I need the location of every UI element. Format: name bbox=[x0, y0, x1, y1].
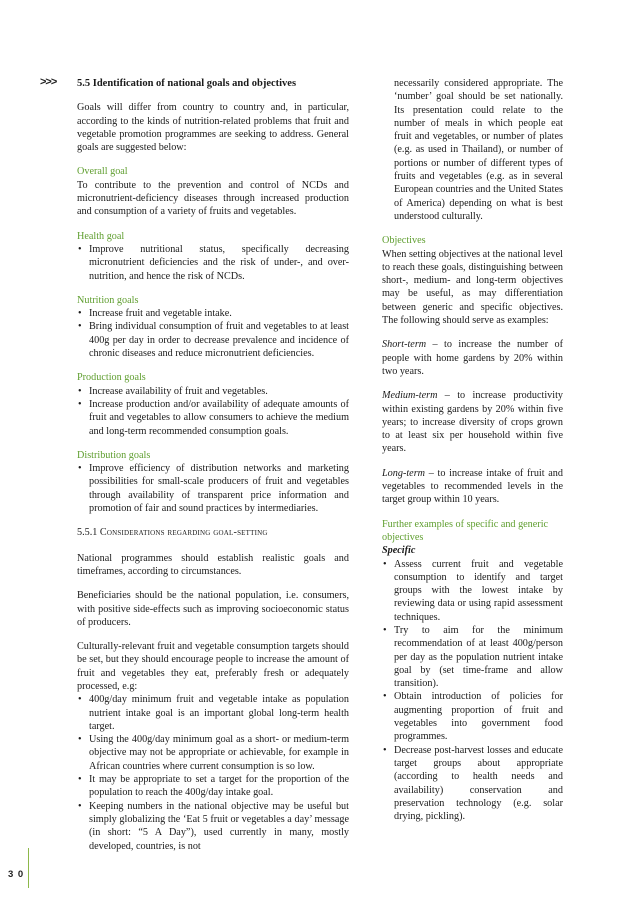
consideration-list bbox=[77, 693, 349, 853]
short-term-paragraph bbox=[382, 338, 563, 378]
list-item: • Obtain introduction of policies for augmenting proportion of fruit and vegetables into government food programmes. bbox=[382, 690, 563, 743]
paragraph: Beneficiaries should be the national population, i.e. consumers, with positive side-effects such as improving socioeconomic status of producers. bbox=[77, 590, 349, 628]
paragraph: Culturally-relevant fruit and vegetable consumption targets should be set, but they should encourage people to increase the amount of fruit and vegetables they eat, preferably fresh or adequately processed, e.g: bbox=[77, 641, 349, 692]
list-item: • Keeping numbers in the national objective may be useful but simply globalizing the ‘Eat 5 fruit or vegetables a day’ message (in short: “5 A Day”), used currently in many, mostly developed, countries, is not bbox=[77, 800, 349, 853]
list-item: • Assess current fruit and vegetable consumption to identify and target groups with the lowest intake by reviewing data or using rapid assessment techniques. bbox=[382, 558, 563, 624]
long-term-label: Long-term bbox=[382, 467, 426, 479]
health-goal-list bbox=[77, 243, 349, 283]
section-title: 5.5 Identification of national goals and objectives bbox=[77, 78, 297, 89]
list-item: • Improve nutritional status, specifically decreasing micronutrient deficiencies and the risk of under-, and over-nutrition, and hence the risk of NCDs. bbox=[77, 243, 349, 283]
overall-goal-block bbox=[77, 165, 349, 218]
distribution-goals-list bbox=[77, 462, 349, 515]
overall-goal-text: To contribute to the prevention and control of NCDs and micronutrient-deficiency diseases through increased production and consumption of a variety of fruits and vegetables. bbox=[77, 179, 349, 218]
list-item: • Bring individual consumption of fruit and vegetables to at least 400g per day in order to decrease prevalence and incidence of chronic diseases and reduce micronutrient deficiencies. bbox=[77, 320, 349, 360]
overall-goal-heading: Overall goal bbox=[77, 166, 128, 178]
specific-label: Specific bbox=[382, 545, 416, 557]
list-item: • 400g/day minimum fruit and vegetable intake as population nutrient intake goal is an important global long-term health target. bbox=[77, 693, 349, 733]
margin-rule bbox=[28, 848, 29, 888]
nutrition-goals-list bbox=[77, 307, 349, 360]
list-item: • Using the 400g/day minimum goal as a short- or medium-term objective may not be appropriate or achievable, for example in African countries where current consumption is so low. bbox=[77, 733, 349, 773]
subsection-label: Considerations regarding goal-setting bbox=[99, 527, 268, 539]
subsection-title bbox=[77, 526, 349, 539]
short-term-text: – to increase the number of people with home gardens by 20% within two years. bbox=[382, 339, 563, 377]
left-column bbox=[77, 77, 349, 864]
list-item: • Decrease post-harvest losses and educate target groups about appropriate (according to health needs and availability) conservation and preservation technology (e.g. solar drying, pickling). bbox=[382, 744, 563, 824]
specific-objectives-list bbox=[382, 558, 563, 824]
nutrition-goals-heading: Nutrition goals bbox=[77, 294, 139, 306]
distribution-goals-heading: Distribution goals bbox=[77, 449, 151, 461]
health-goal-heading: Health goal bbox=[77, 230, 125, 242]
intro-paragraph: Goals will differ from country to country and, in particular, according to the kinds of nutrition-related problems that fruit and vegetable promotion programmes are seeking to address. General goals are suggested below: bbox=[77, 102, 349, 154]
list-item: • Increase availability of fruit and vegetables. bbox=[77, 385, 349, 398]
medium-term-text: – to increase productivity within existing gardens by 20% within five years; to increase diversity of crops grown to at least six per household within five years. bbox=[382, 390, 563, 455]
production-goals-list bbox=[77, 385, 349, 438]
page-number: 3 0 bbox=[8, 869, 25, 880]
list-item: • Improve efficiency of distribution networks and marketing possibilities for small-scale producers of fruit and vegetables through availability of transparent price information and promotion of fair and sound practices by intermediaries. bbox=[77, 462, 349, 515]
chevron-marker-icon: >>> bbox=[40, 76, 57, 88]
further-examples-heading: Further examples of specific and generic objectives bbox=[382, 518, 549, 543]
continuation-paragraph: necessarily considered appropriate. The ‘number’ goal should be set nationally. Its presentation could relate to the number of meals in which people eat fruit and vegetables, or number of plates (e.g. as used in Thailand), or number of portions or number of different types of fruits and vegetables (e.g. as in several European countries and the United States of America) depending on what is best understood culturally. bbox=[394, 78, 563, 222]
objectives-block bbox=[382, 234, 563, 327]
long-term-text: – to increase intake of fruit and vegetables to recommended levels in the target group within 10 years. bbox=[382, 467, 563, 506]
paragraph: National programmes should establish realistic goals and timeframes, according to circumstances. bbox=[77, 552, 349, 577]
short-term-label: Short-term bbox=[382, 339, 427, 351]
long-term-paragraph bbox=[382, 467, 563, 507]
medium-term-label: Medium-term bbox=[382, 390, 438, 402]
list-item: • Increase fruit and vegetable intake. bbox=[77, 307, 349, 320]
right-column bbox=[382, 77, 563, 834]
list-item: • It may be appropriate to set a target for the proportion of the population to reach the 400g/day intake goal. bbox=[77, 773, 349, 800]
objectives-text: When setting objectives at the national level to reach these goals, distinguishing between short-, medium- and long-term objectives may be useful, as may differentiation between generic and specific objectives. The following should serve as examples: bbox=[382, 248, 563, 327]
list-item: • Increase production and/or availability of adequate amounts of fruit and vegetables to allow consumers to achieve the medium and long-term recommended consumption goals. bbox=[77, 398, 349, 438]
list-item: • Try to aim for the minimum recommendation of at least 400g/person per day as the population nutrient intake goal by (set time-frame and allow transition). bbox=[382, 624, 563, 690]
production-goals-heading: Production goals bbox=[77, 372, 146, 384]
subsection-number: 5.5.1 bbox=[77, 527, 98, 539]
medium-term-paragraph bbox=[382, 389, 563, 455]
objectives-heading: Objectives bbox=[382, 235, 426, 247]
